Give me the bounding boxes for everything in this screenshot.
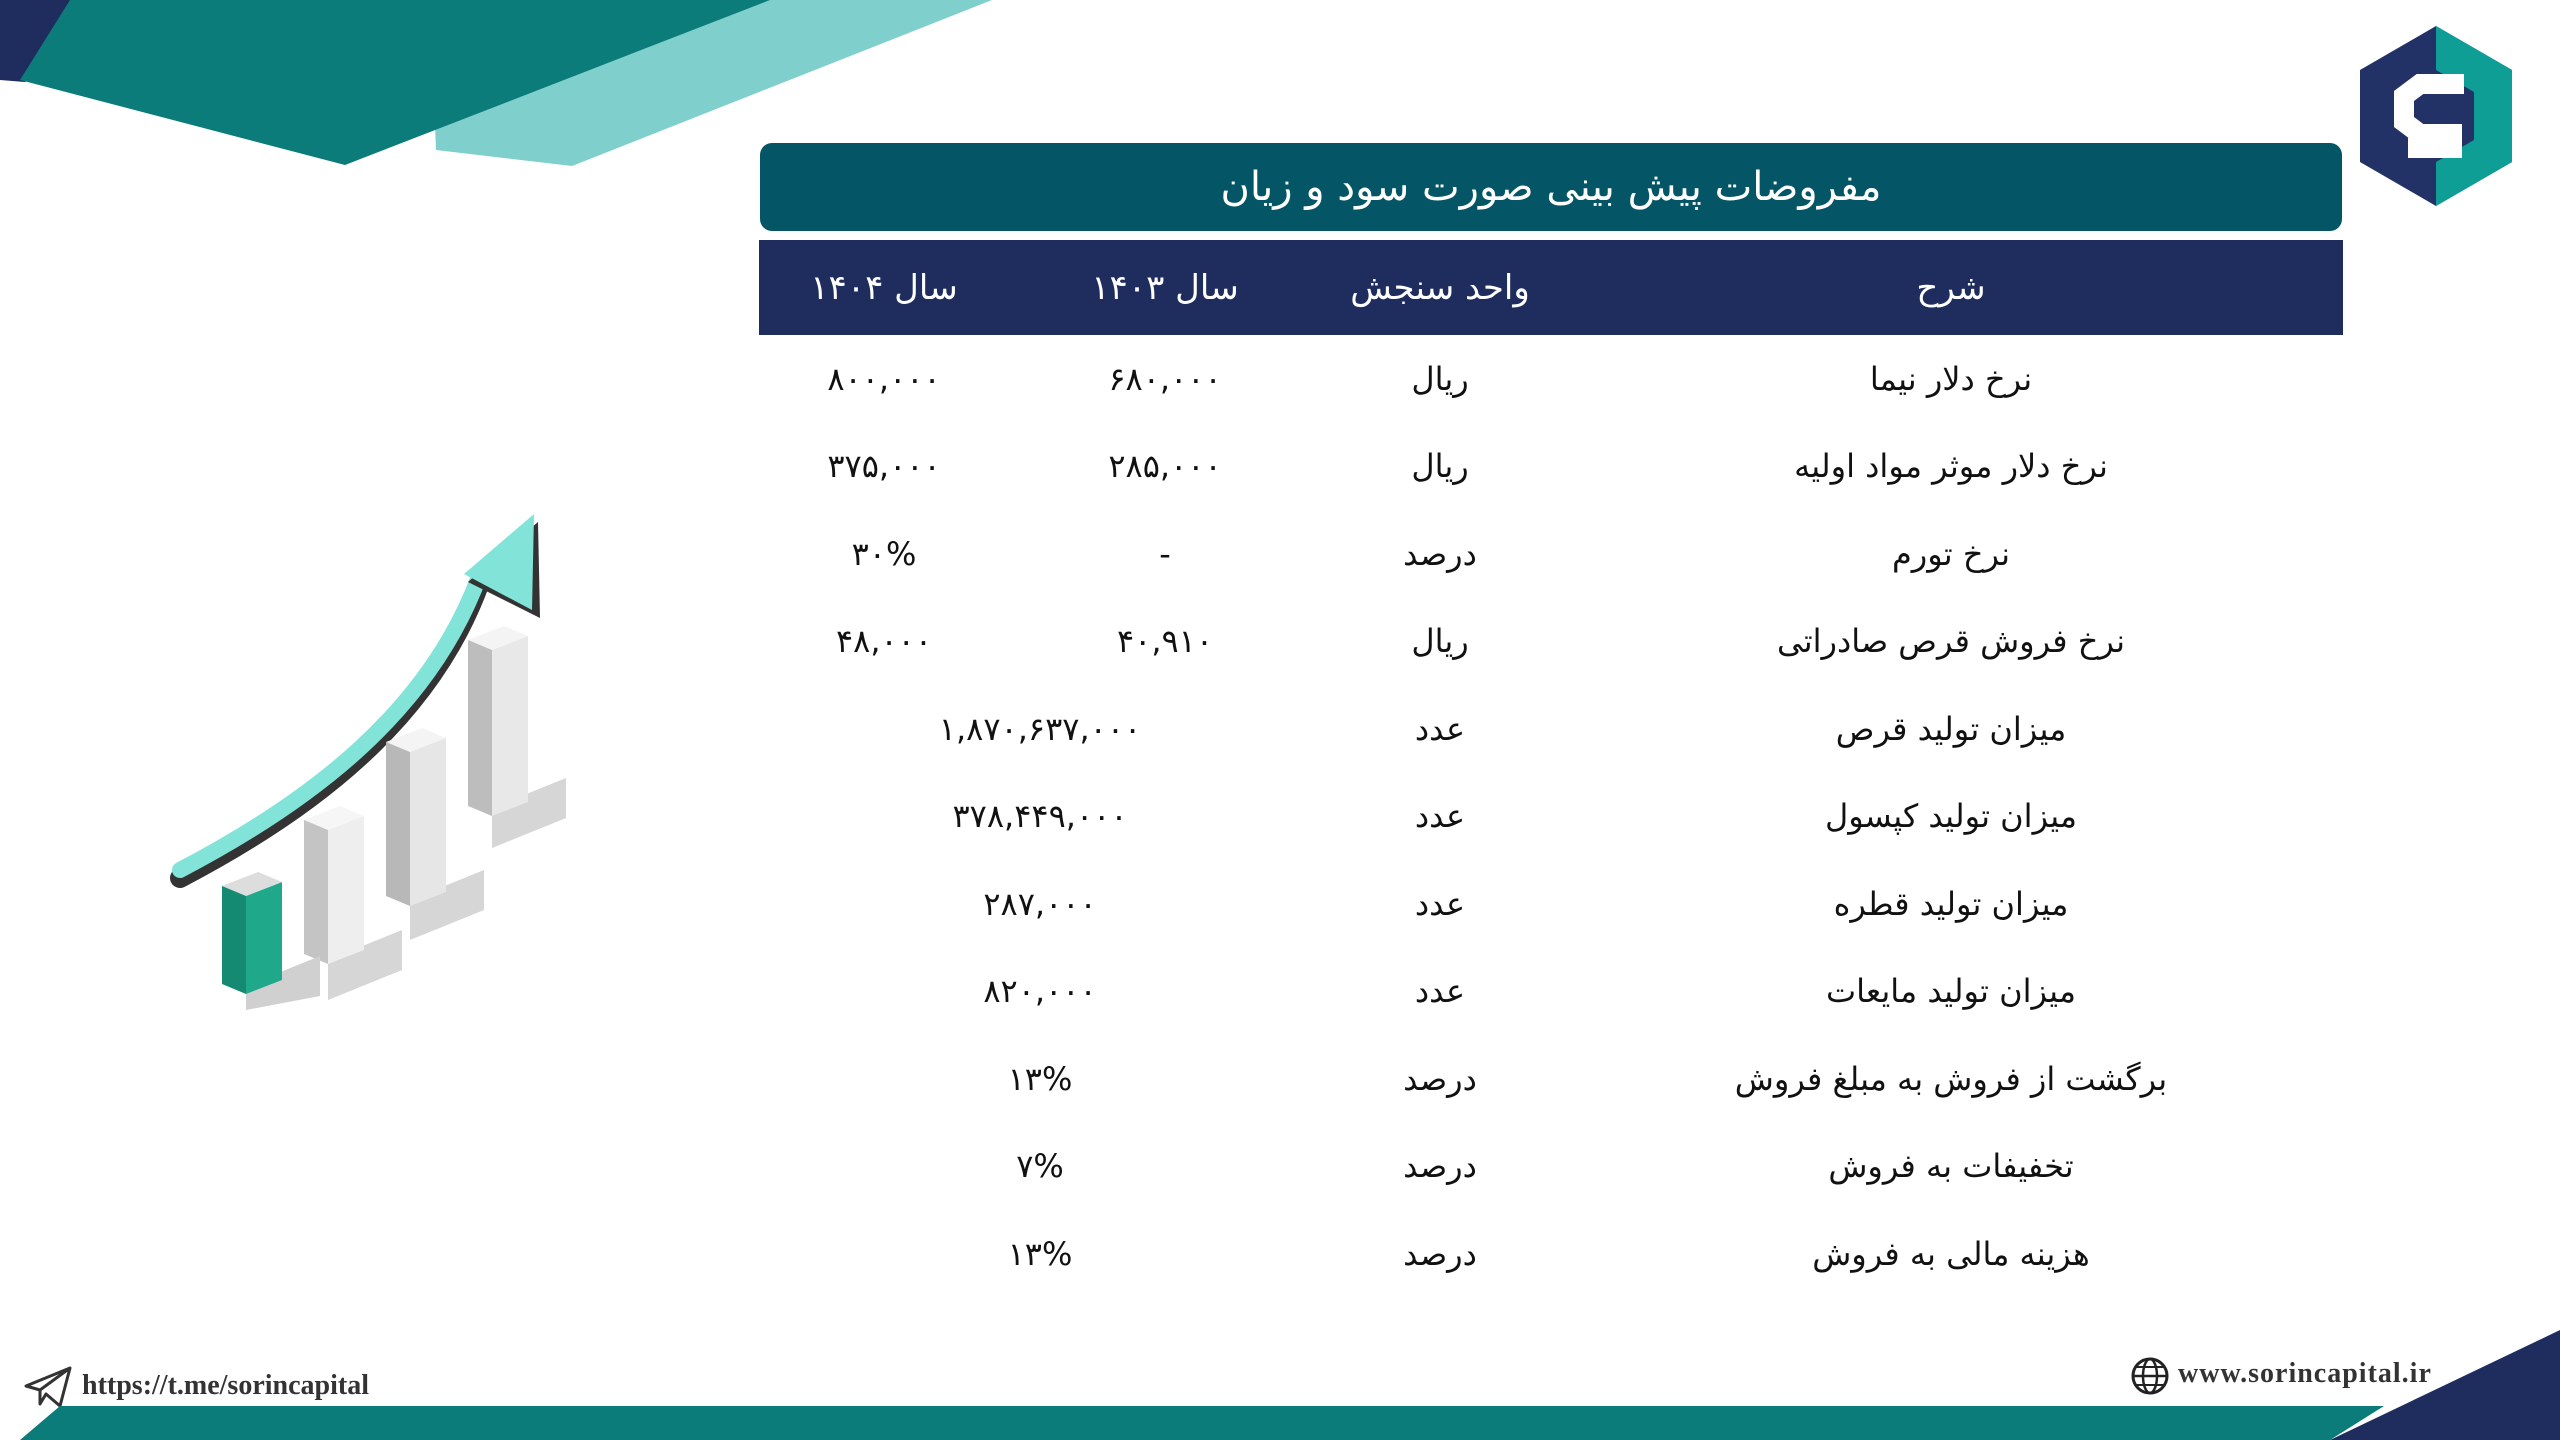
row-unit: درصد <box>1403 1234 1477 1273</box>
row-label: میزان تولید قرص <box>1835 709 2067 748</box>
row-value-1403: - <box>1159 534 1171 573</box>
row-unit: عدد <box>1414 709 1466 748</box>
row-value-merged: ۷% <box>1016 1147 1064 1186</box>
page-title-text: مفروضات پیش بینی صورت سود و زیان <box>1220 164 1882 210</box>
row-value-merged: ۱۳% <box>1007 1059 1073 1098</box>
row-value-1404: ۳۷۵,۰۰۰ <box>827 447 941 486</box>
row-value-merged: ۲۸۷,۰۰۰ <box>983 884 1097 923</box>
row-value-1403: ۲۸۵,۰۰۰ <box>1108 447 1222 486</box>
bottom-decoration <box>0 1320 2560 1440</box>
table-row <box>759 1035 2343 1123</box>
page-title <box>760 143 2342 231</box>
row-unit: عدد <box>1414 884 1466 923</box>
row-value-merged: ۱,۸۷۰,۶۳۷,۰۰۰ <box>938 709 1142 748</box>
table-row <box>759 335 2343 423</box>
table-row <box>759 1210 2343 1298</box>
row-unit: درصد <box>1403 534 1477 573</box>
table-row <box>759 1123 2343 1211</box>
row-label: نرخ دلار موثر مواد اولیه <box>1794 447 2108 486</box>
table-row <box>759 423 2343 511</box>
growth-chart-illustration <box>170 510 590 1010</box>
row-value-1404: ۳۰% <box>851 534 917 573</box>
row-value-1403: ۶۸۰,۰۰۰ <box>1108 359 1222 398</box>
row-value-1404: ۸۰۰,۰۰۰ <box>827 359 941 398</box>
header-unit: واحد سنجش <box>1350 267 1530 308</box>
row-label: هزینه مالی به فروش <box>1812 1234 2090 1273</box>
row-label: میزان تولید کپسول <box>1824 797 2078 836</box>
row-label: تخفیفات به فروش <box>1828 1147 2074 1186</box>
row-label: برگشت از فروش به مبلغ فروش <box>1734 1059 2168 1098</box>
telegram-link-text: https://t.me/sorincapital <box>82 1370 369 1401</box>
row-value-merged: ۸۲۰,۰۰۰ <box>983 972 1097 1011</box>
row-label: میزان تولید قطره <box>1833 884 2069 923</box>
row-label: نرخ تورم <box>1891 534 2011 573</box>
row-value-1404: ۴۸,۰۰۰ <box>835 622 933 661</box>
row-unit: درصد <box>1403 1147 1477 1186</box>
row-unit: عدد <box>1414 972 1466 1011</box>
row-unit: ریال <box>1411 622 1469 661</box>
row-value-merged: ۳۷۸,۴۴۹,۰۰۰ <box>952 797 1128 836</box>
table-row <box>759 598 2343 686</box>
header-description: شرح <box>1916 267 1986 308</box>
assumptions-table <box>759 240 2343 1298</box>
table-header-row <box>759 240 2343 335</box>
row-label: میزان تولید مایعات <box>1826 972 2076 1011</box>
row-unit: عدد <box>1414 797 1466 836</box>
table-row <box>759 860 2343 948</box>
row-value-merged: ۱۳% <box>1007 1234 1073 1273</box>
website-link-text: www.sorincapital.ir <box>2178 1358 2432 1389</box>
header-year-1404: سال ۱۴۰۴ <box>810 267 958 308</box>
table-row <box>759 773 2343 861</box>
table-row <box>759 510 2343 598</box>
row-unit: ریال <box>1411 359 1469 398</box>
row-label: نرخ فروش قرص صادراتی <box>1777 622 2125 661</box>
table-row <box>759 685 2343 773</box>
row-unit: ریال <box>1411 447 1469 486</box>
sorin-logo-icon <box>2352 22 2520 212</box>
row-value-1403: ۴۰,۹۱۰ <box>1116 622 1214 661</box>
table-row <box>759 948 2343 1036</box>
row-label: نرخ دلار نیما <box>1869 359 2033 398</box>
header-year-1403: سال ۱۴۰۳ <box>1091 267 1239 308</box>
row-unit: درصد <box>1403 1059 1477 1098</box>
